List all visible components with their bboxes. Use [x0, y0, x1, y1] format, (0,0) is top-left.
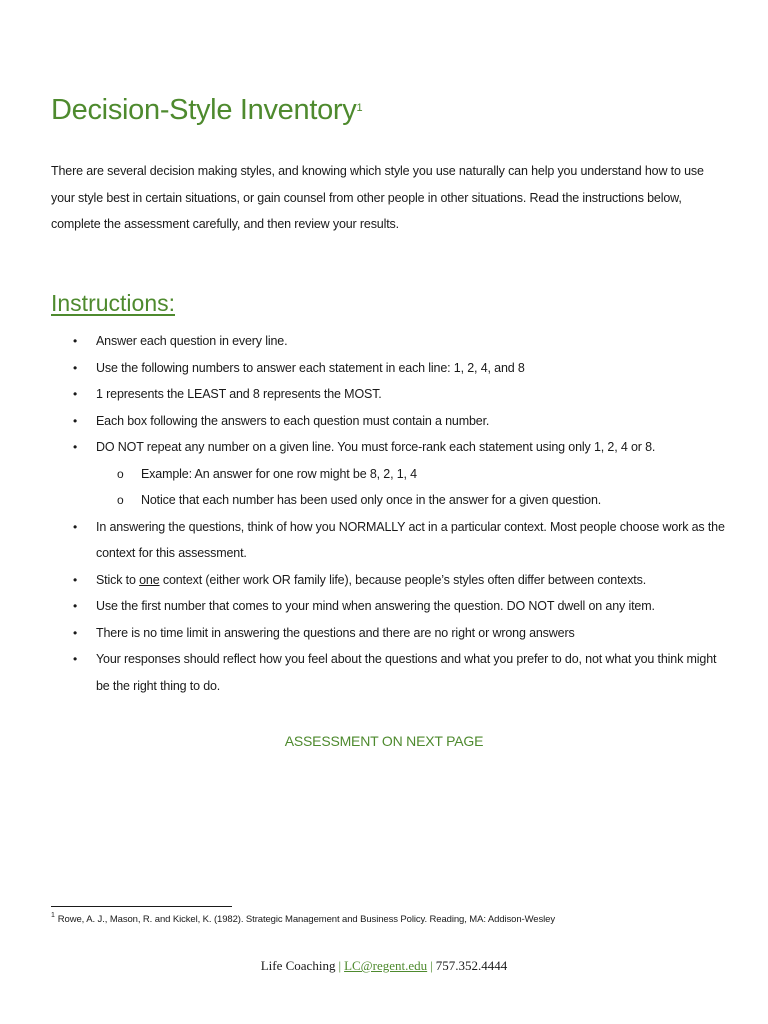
bullet-icon: • [73, 519, 78, 534]
instructions-heading: Instructions: [51, 290, 175, 316]
bullet-icon: • [73, 413, 78, 428]
bullet-icon: • [73, 360, 78, 375]
bullet-icon: • [73, 387, 78, 401]
sub-bullet-icon: o [117, 493, 124, 507]
intro-paragraph: There are several decision making styles, and knowing which style you use naturally can help you understand how to use your style best in certain situations, or gain counsel from other people in other situations. Read the instructions below, complete the assessment carefully, and then review your results. [51, 164, 704, 231]
bullet-icon: • [73, 572, 78, 587]
bullet-icon: • [73, 599, 78, 613]
footnote-text: Rowe, A. J., Mason, R. and Kickel, K. (1982). Strategic Management and Business Policy. Reading, MA: Addison-Wesley [57, 914, 555, 925]
bullet-icon: • [73, 334, 78, 348]
instructions-list [51, 328, 731, 699]
page-footer [0, 958, 768, 974]
list-item: • In answering the questions, think of how you NORMALLY act in a particular context. Most people choose work as the context for this assessment. [51, 514, 731, 567]
list-item: • Use the following numbers to answer each statement in each line: 1, 2, 4, and 8 [51, 355, 731, 382]
page-title [51, 94, 362, 127]
sub-bullet-icon: o [117, 466, 124, 481]
bullet-icon: • [73, 440, 78, 454]
list-item: • Each box following the answers to each question must contain a number. [51, 408, 731, 435]
title-footnote-mark: 1 [356, 102, 363, 114]
sub-list-item: o Notice that each number has been used only once in the answer for a given question. [51, 487, 731, 514]
footer-phone: 757.352.4444 [435, 958, 508, 973]
footer-separator: | [338, 958, 342, 973]
bullet-icon: • [73, 625, 78, 640]
list-item: • 1 represents the LEAST and 8 represents the MOST. [51, 381, 731, 408]
footer-separator: | [430, 958, 433, 973]
footer-email-link[interactable]: LC@regent.edu [344, 958, 428, 973]
list-item: • Stick to one context (either work OR family life), because people’s styles often differ between contexts. [51, 567, 731, 594]
bullet-icon: • [73, 652, 78, 666]
footer-org: Life Coaching [260, 958, 336, 973]
page-title-text: Decision-Style Inventory [51, 94, 357, 126]
footnote [51, 914, 555, 925]
footnote-divider [51, 906, 232, 907]
list-item: • Use the first number that comes to your mind when answering the question. DO NOT dwell on any item. [51, 593, 731, 620]
list-item: • Your responses should reflect how you feel about the questions and what you prefer to do, not what you think might be the right thing to do. [51, 646, 731, 699]
next-page-notice: ASSESSMENT ON NEXT PAGE [284, 733, 484, 749]
list-item: • DO NOT repeat any number on a given line. You must force-rank each statement using only 1, 2, 4 or 8. [51, 434, 731, 461]
list-item: • Answer each question in every line. [51, 328, 731, 355]
list-item: • There is no time limit in answering the questions and there are no right or wrong answers [51, 620, 731, 647]
sub-list-item: o Example: An answer for one row might be 8, 2, 1, 4 [51, 461, 731, 488]
underlined-word: one [139, 572, 160, 587]
footnote-mark: 1 [51, 912, 55, 919]
